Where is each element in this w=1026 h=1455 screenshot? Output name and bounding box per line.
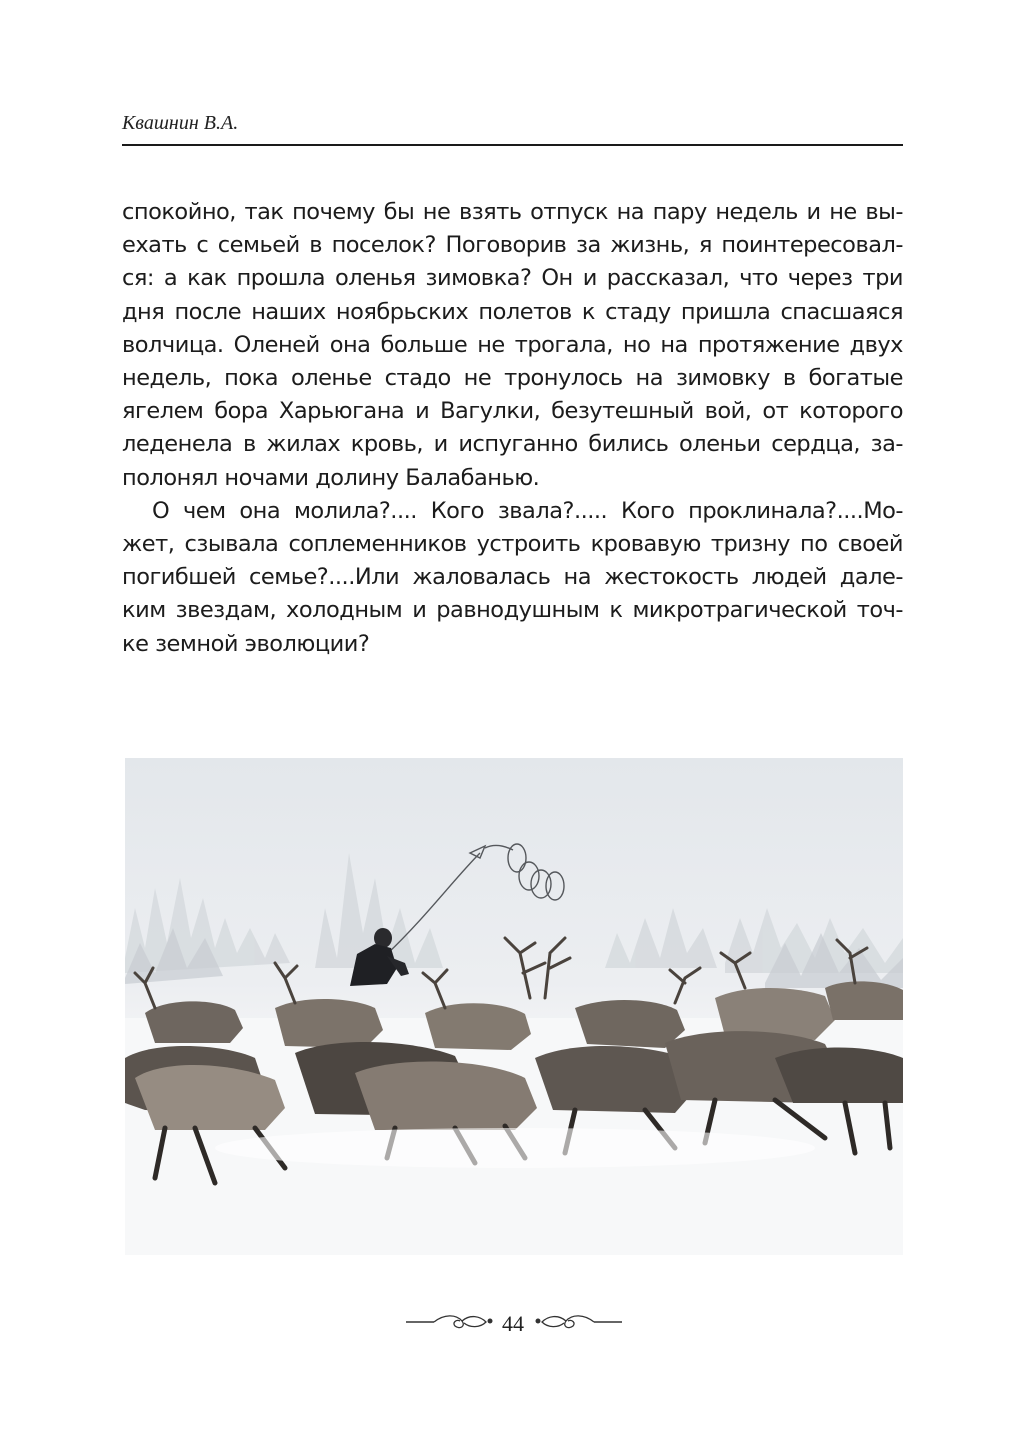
text-line: ке земной эволюции? [122,630,370,657]
reindeer-herd-photo [125,758,903,1255]
text-line: ягелем бора Харьюгана и Вагулки, безутешный вой, от которого [122,398,903,425]
running-head: Квашнин В.А. [122,112,239,134]
text-line: леденела в жилах кровь, и испуганно бились оленьи сердца, за- [122,431,903,458]
body-text [122,196,903,661]
page-number: 44 [502,1311,524,1336]
text-line: волчица. Оленей она больше не трогала, но на протяжение двух [122,331,903,358]
left-ornament-icon [404,1308,494,1334]
text-line: погибшей семье?....Или жаловалась на жестокость людей дале- [122,564,903,591]
right-ornament-icon [534,1308,624,1334]
page-footer [0,1308,1026,1338]
text-line: ким звездам, холодным и равнодушным к микротрагической точ- [122,597,903,624]
text-line: недель, пока оленье стадо не тронулось на зимовку в богатые [122,365,903,392]
text-line: ехать с семьей в поселок? Поговорив за жизнь, я поинтересовал- [122,232,903,259]
text-line: ся: а как прошла оленья зимовка? Он и рассказал, что через три [122,265,903,292]
text-line: жет, сзывала соплеменников устроить кровавую тризну по своей [122,531,903,558]
text-line: дня после наших ноябрьских полетов к стаду пришла спасшаяся [122,298,903,325]
reindeer-herd-illustration [125,758,903,1255]
text-line: полонял ночами долину Балабанью. [122,464,540,491]
text-line: О чем она молила?.... Кого звала?..... Кого проклинала?....Мо- [152,497,903,524]
text-line: спокойно, так почему бы не взять отпуск на пару недель и не вы- [122,199,903,225]
header-rule [122,144,903,146]
